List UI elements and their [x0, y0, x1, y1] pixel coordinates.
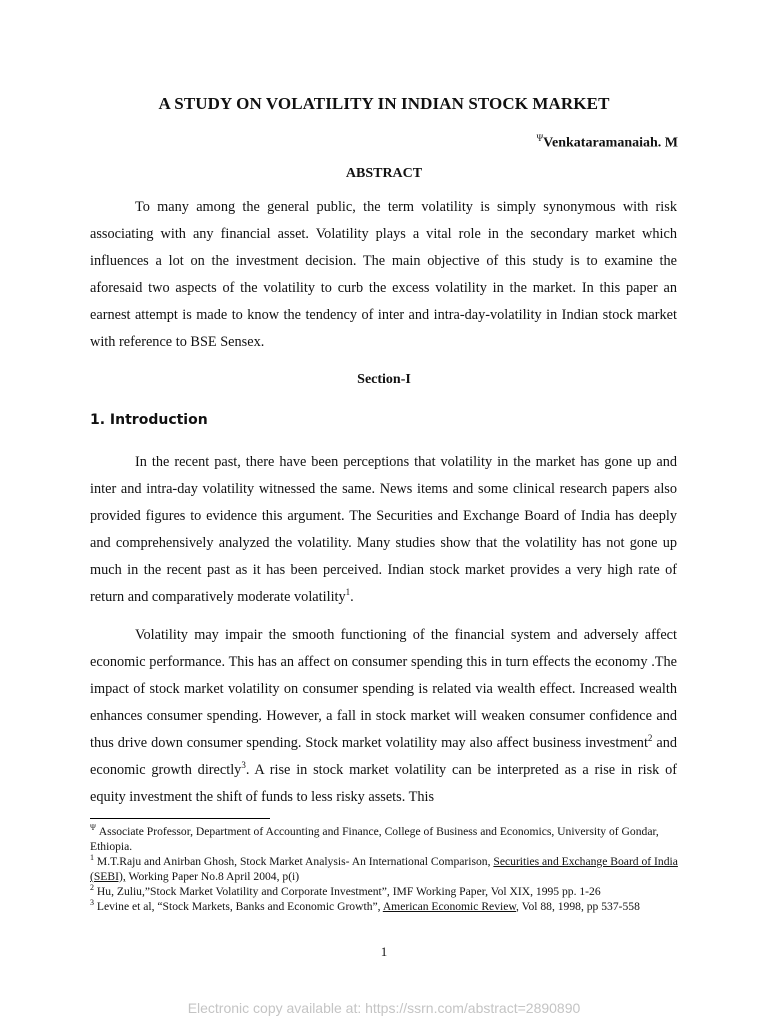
footnote-3-details: , Vol 88, 1998, pp 537-558 — [515, 900, 640, 913]
abstract-heading: ABSTRACT — [345, 166, 423, 181]
footnote-1-source: Securities and Exchange Board of India (SEBI), — [90, 855, 678, 883]
footnote-2-mark: 2 — [90, 883, 94, 893]
intro-paragraph-1 — [90, 449, 677, 611]
footnote-author — [90, 824, 682, 854]
footnote-1-mark: 1 — [90, 853, 94, 863]
footnote-author-mark: Ψ — [90, 823, 96, 833]
intro-paragraph-2 — [90, 622, 677, 811]
footnote-3-mark: 3 — [90, 898, 94, 908]
author-footnote-mark: Ψ — [536, 133, 544, 143]
footnote-1 — [90, 854, 682, 884]
footnote-divider — [90, 818, 270, 819]
footnote-3 — [90, 899, 682, 914]
intro-paragraph-1-end: . — [350, 589, 354, 605]
footnote-ref-3[interactable]: 3 — [241, 760, 246, 771]
footnote-3-text: Levine et al, “Stock Markets, Banks and Economic Growth”, — [94, 900, 383, 913]
paper-title: A STUDY ON VOLATILITY IN INDIAN STOCK MARKET — [158, 94, 610, 113]
footnote-author-text: Associate Professor, Department of Accounting and Finance, College of Business and Economics, University of Gondar, Ethiopia. — [90, 825, 659, 853]
ssrn-watermark: Electronic copy available at: https://ssrn.com/abstract=2890890 — [187, 1000, 581, 1016]
footnote-2-text: Hu, Zuliu,”Stock Market Volatility and Corporate Investment”, IMF Working Paper, Vol XIX, 1995 pp. 1-26 — [94, 885, 601, 898]
page-number: 1 — [380, 944, 388, 959]
abstract-paragraph: To many among the general public, the term volatility is simply synonymous with risk associating with any financial asset. Volatility plays a vital role in the secondary market which influences a lot on the investment decision. The main objective of this study is to examine the aforesaid two aspects of the volatility to curb the excess volatility in the market. In this paper an earnest attempt is made to know the tendency of inter and intra-day-volatility in Indian stock market with reference to BSE Sensex. — [90, 199, 677, 350]
intro-paragraph-1-text: In the recent past, there have been perceptions that volatility in the market has gone up and inter and intra-day volatility witnessed the same. News items and some clinical research papers also provided figures to evidence this argument. The Securities and Exchange Board of India has deeply and comprehensively analyzed the volatility. Many studies show that the volatility has not gone up much in the recent past as it has been perceived. Indian stock market provides a very high rate of return and comparatively moderate volatility — [90, 454, 677, 605]
intro-paragraph-2-part2: and economic growth directly — [90, 735, 677, 778]
footnote-ref-1[interactable]: 1 — [345, 587, 351, 598]
section-heading: Section-I — [357, 372, 411, 387]
footnote-1-details: Working Paper No.8 April 2004, p(i) — [125, 870, 300, 883]
author-line — [537, 133, 678, 152]
intro-paragraph-2-part3: . A rise in stock market volatility can be interpreted as a rise in risk of equity investment the shift of funds to less risky assets. This — [90, 762, 677, 805]
footnotes-block — [90, 824, 682, 914]
footnote-ref-2[interactable]: 2 — [647, 733, 653, 744]
footnote-2 — [90, 884, 682, 899]
footnote-3-source: American Economic Review — [382, 900, 516, 913]
author-name: Venkataramanaiah. M — [543, 135, 678, 151]
introduction-heading: 1. Introduction — [90, 412, 208, 428]
footnote-1-text: M.T.Raju and Anirban Ghosh, Stock Market Analysis- An International Comparison, — [94, 855, 494, 868]
intro-paragraph-2-part1: Volatility may impair the smooth functioning of the financial system and adversely affect economic performance. This has an affect on consumer spending this in turn effects the economy .The impact of stock market volatility on consumer spending is related via wealth effect. Increased wealth enhances consumer spending. However, a fall in stock market will weaken consumer confidence and thus drive down consumer spending. Stock market volatility may also affect business investment — [90, 627, 677, 751]
